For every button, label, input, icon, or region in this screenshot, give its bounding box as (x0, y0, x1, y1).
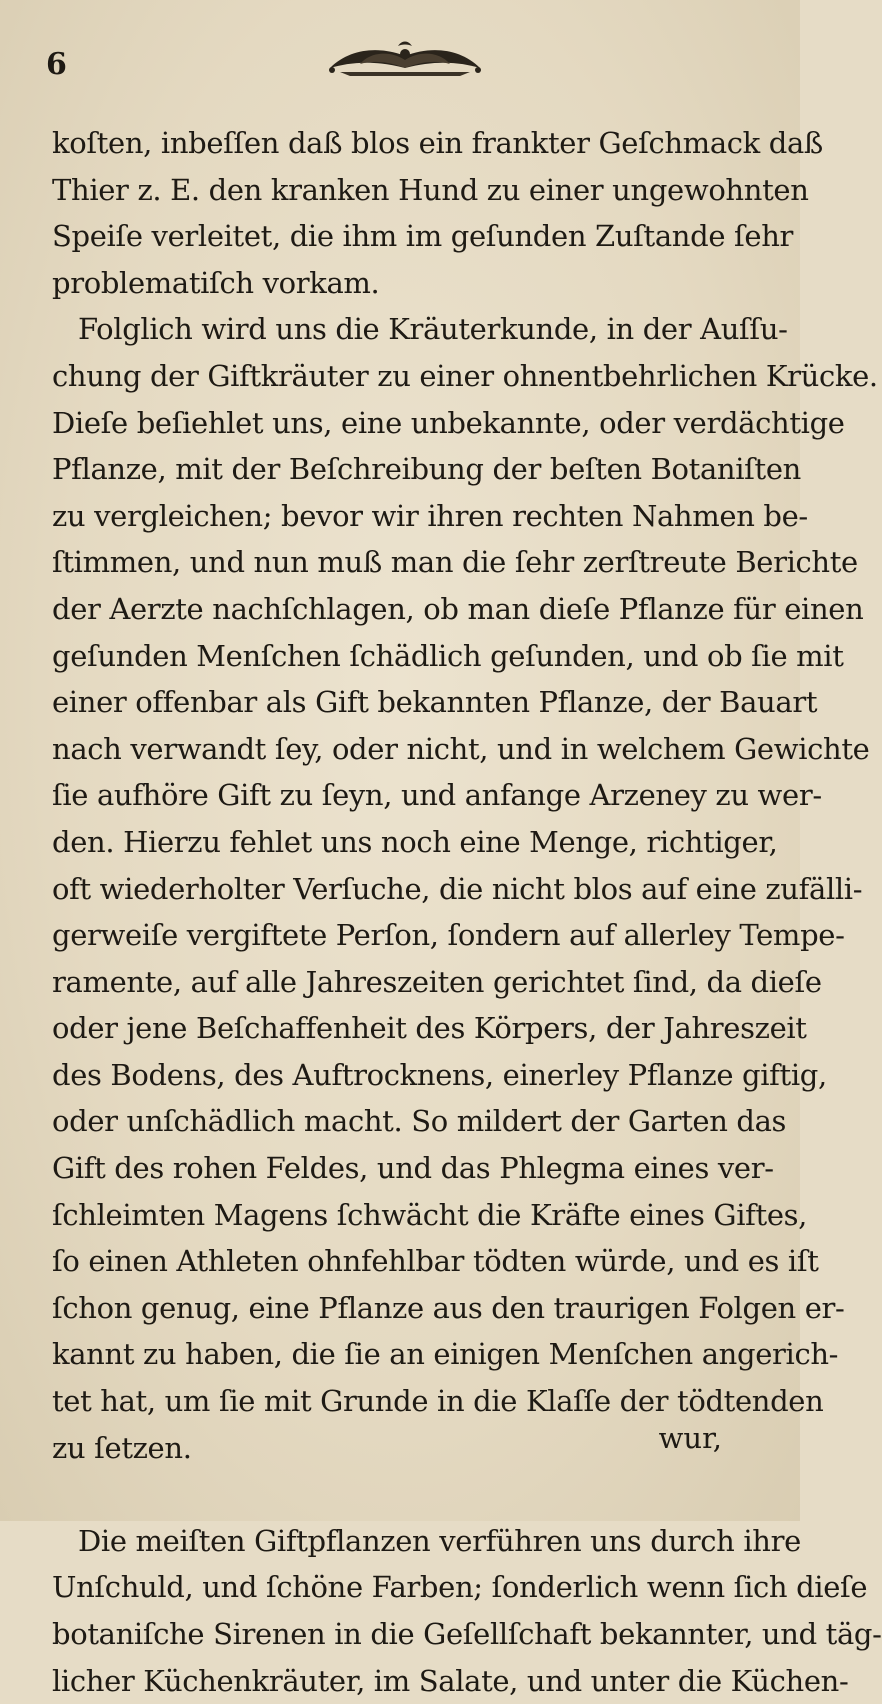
text-line: der Aerzte nachſchlagen, ob man dieſe Pflanze für einen (52, 591, 864, 626)
text-line: nach verwandt ſey, oder nicht, und in welchem Gewichte (52, 731, 870, 766)
printer-ornament-icon (310, 38, 500, 86)
body-text (52, 120, 882, 1704)
text-line: oder jene Beſchaffenheit des Körpers, der Jahreszeit (52, 1011, 807, 1046)
text-line: zu vergleichen; bevor wir ihren rechten Nahmen be- (52, 498, 808, 533)
text-line: ramente, auf alle Jahreszeiten gerichtet ſind, da dieſe (52, 964, 822, 999)
text-line: ſtimmen, und nun muß man die ſehr zerſtreute Berichte (52, 545, 858, 580)
text-line: Dieſe beſiehlet uns, eine unbekannte, oder verdächtige (52, 405, 845, 440)
text-line: Speiſe verleitet, die ihm im geſunden Zuſtande ſehr (52, 219, 794, 254)
text-line: licher Küchenkräuter, im Salate, und unter die Küchen- (52, 1663, 849, 1698)
text-line: Unſchuld, und ſchöne Farben; ſonderlich wenn ſich dieſe (52, 1570, 868, 1605)
text-line: problematiſch vorkam. (52, 265, 380, 300)
text-line: zu ſetzen. (52, 1430, 192, 1465)
text-line: ſchleimten Magens ſchwächt die Kräfte eines Giftes, (52, 1197, 808, 1232)
text-line: Gift des rohen Feldes, und das Phlegma eines ver- (52, 1151, 774, 1186)
text-line: Thier z. E. den kranken Hund zu einer ungewohnten (52, 172, 809, 207)
text-line: botaniſche Sirenen in die Geſellſchaft bekannter, und täg- (52, 1617, 882, 1651)
text-line: gerweiſe vergiftete Perſon, ſondern auf allerley Tempe- (52, 918, 845, 953)
text-line: einer offenbar als Gift bekannten Pflanze, der Bauart (52, 685, 818, 720)
text-line: den. Hierzu fehlet uns noch eine Menge, richtiger, (52, 824, 778, 859)
blank-line (52, 1471, 782, 1518)
text-line: ſie aufhöre Gift zu ſeyn, und anfange Arzeney zu wer- (52, 778, 822, 813)
text-line: des Bodens, des Auftrocknens, einerley Pflanze giftig, (52, 1057, 827, 1092)
text-line: koſten, inbeſſen daß blos ein frankter Geſchmack daß (52, 126, 823, 160)
page-number: 6 (46, 47, 67, 82)
text-line: kannt zu haben, die ſie an einigen Menſchen angerich- (52, 1337, 839, 1372)
text-line: ſo einen Athleten ohnfehlbar tödten würde, und es iſt (52, 1244, 819, 1279)
text-line: Folglich wird uns die Kräuterkunde, in der Auſſu- (78, 312, 788, 347)
text-line: ſchon genug, eine Pflanze aus den traurigen Folgen er- (52, 1290, 845, 1325)
text-line: Die meiſten Giftpflanzen verführen uns durch ihre (78, 1523, 801, 1558)
text-line: oft wiederholter Verſuche, die nicht blos auf eine zufälli- (52, 871, 863, 906)
text-line: geſunden Menſchen ſchädlich geſunden, und ob ſie mit (52, 638, 844, 673)
text-line: oder unſchädlich macht. So mildert der Garten das (52, 1104, 787, 1139)
catchword: wur, (658, 1421, 722, 1455)
text-line: Pflanze, mit der Beſchreibung der beſten Botaniſten (52, 452, 801, 487)
text-line: tet hat, um ſie mit Grunde in die Klaſſe der tödtenden (52, 1384, 824, 1419)
text-line: chung der Giftkräuter zu einer ohnentbehrlichen Krücke. (52, 358, 878, 393)
